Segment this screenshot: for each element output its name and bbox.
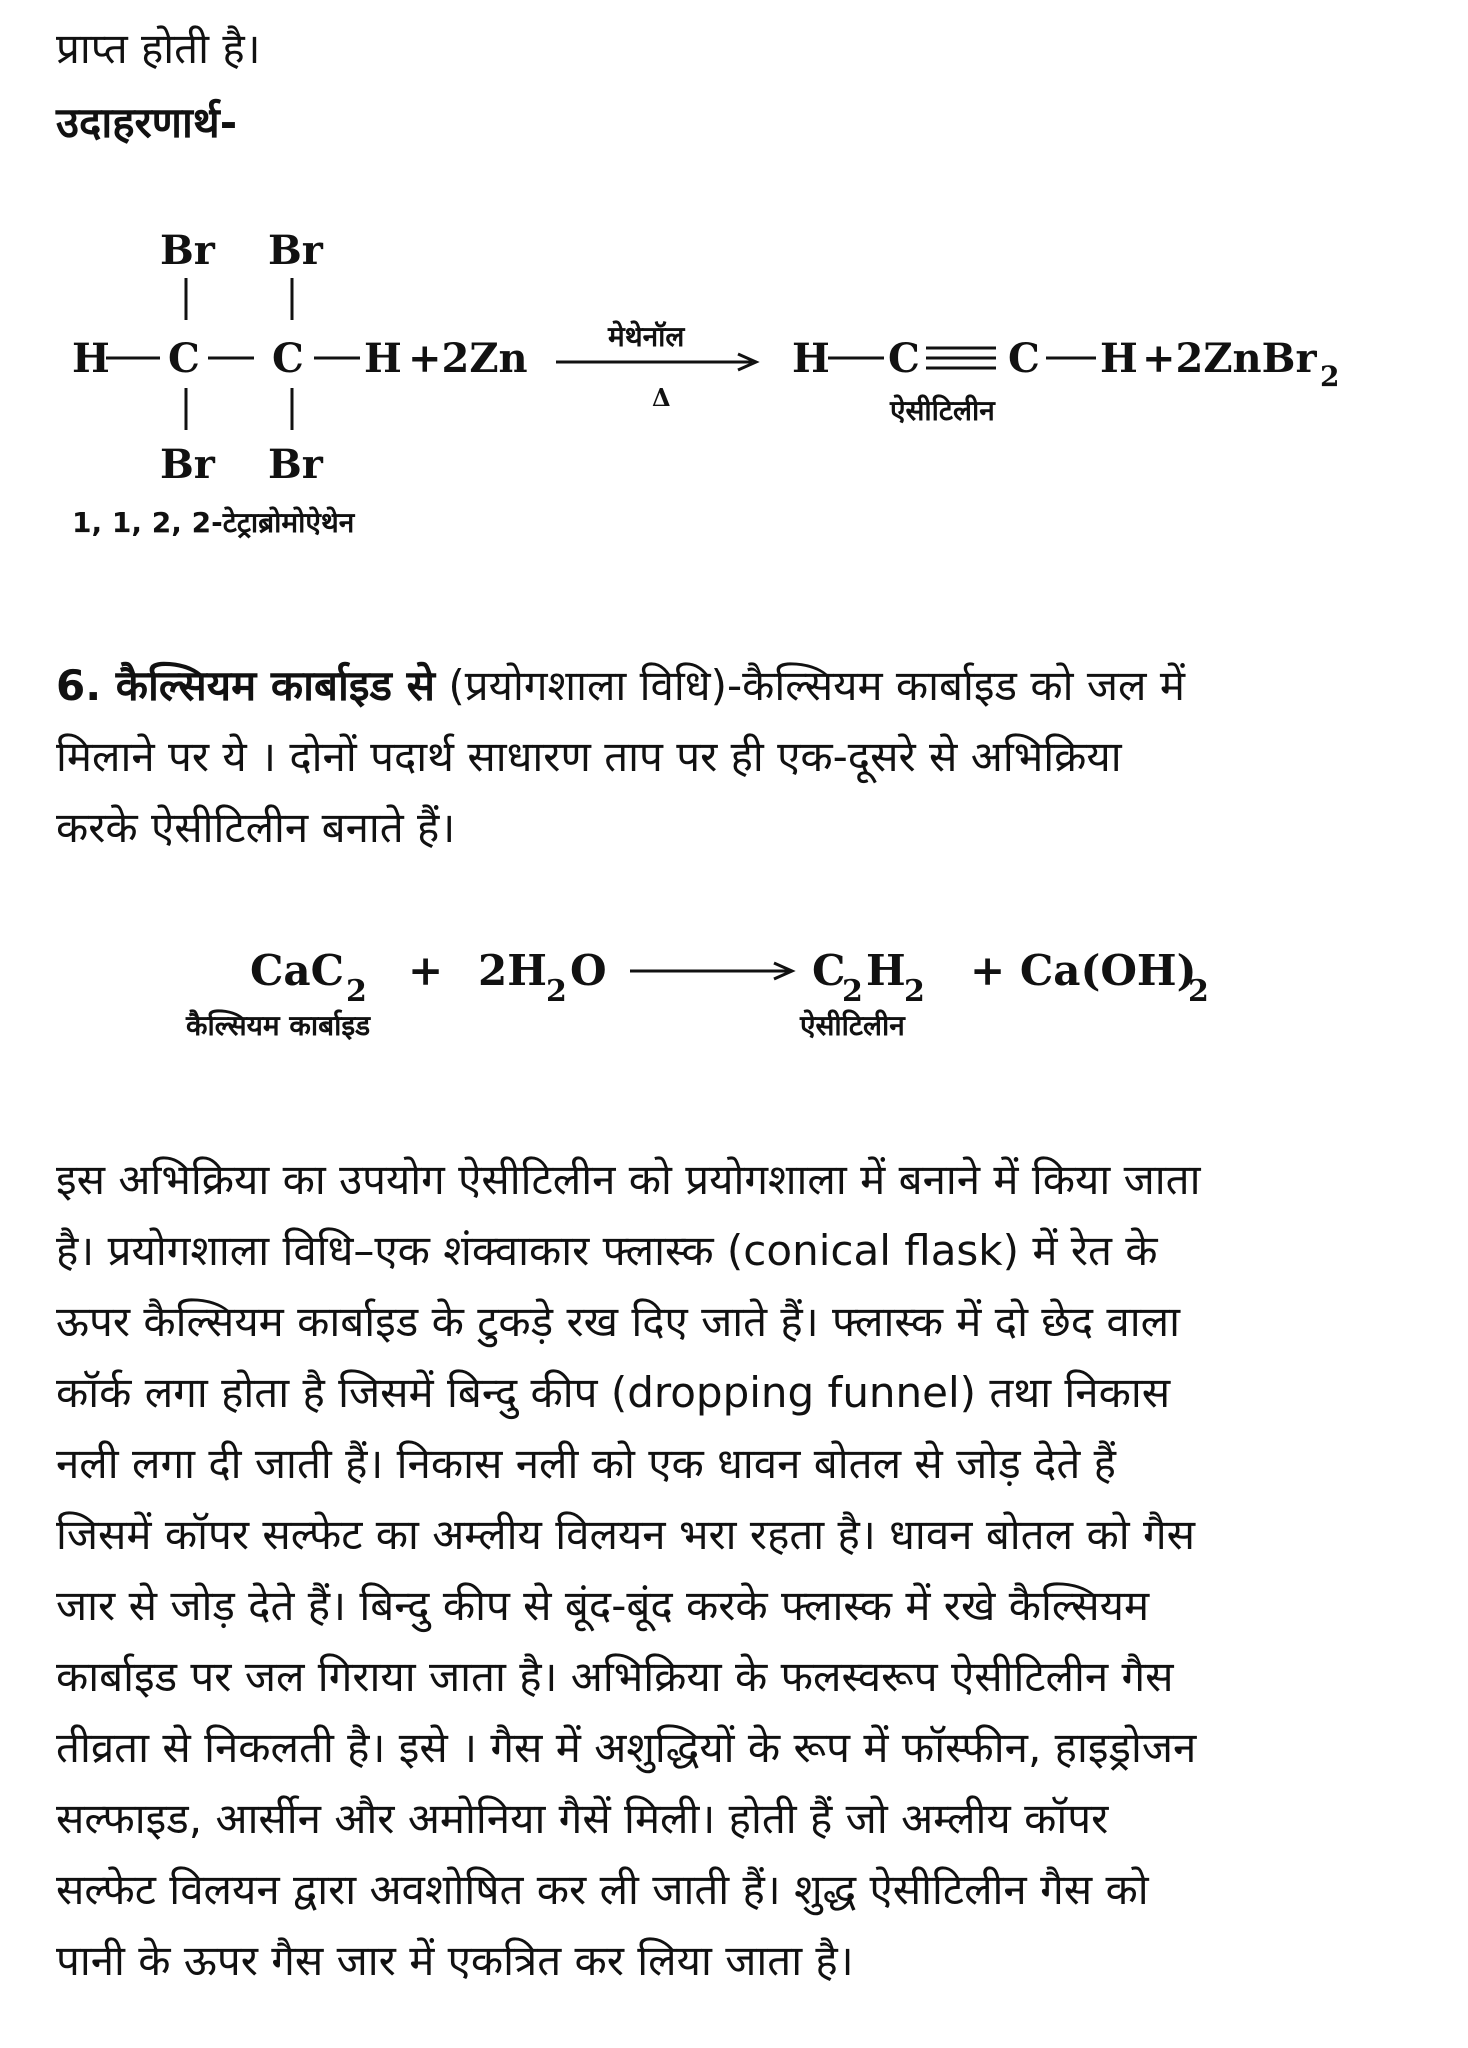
paragraph-line: सल्फाइड, आर्सीन और अमोनिया गैसें मिली। होती हैं जो अम्लीय कॉपर — [56, 1794, 1109, 1843]
r1-c2: C — [272, 335, 304, 382]
r2-reactant2-sub: 2 — [546, 974, 567, 1009]
paragraph-line: इस अभिक्रिया का उपयोग ऐसीटिलीन को प्रयोगशाला में बनाने में किया जाता — [56, 1155, 1201, 1204]
r2-reactant2-b: O — [570, 946, 607, 995]
section6-line-1-rest: (प्रयोगशाला विधि)-कैल्सियम कार्बाइड को जल में — [434, 661, 1185, 710]
paragraph-line: जिसमें कॉपर सल्फेट का अम्लीय विलयन भरा रहता है। धावन बोतल को गैस — [56, 1510, 1195, 1559]
r2-reactant2-a: 2H — [478, 946, 547, 995]
paragraph-line: जार से जोड़ देते हैं। बिन्दु कीप से बूंद-बूंद करके फ्लास्क में रखे कैल्सियम — [56, 1581, 1150, 1630]
section6-line-1 — [56, 650, 1436, 721]
r1-h-left: H — [72, 335, 110, 382]
r1-br-top-2: Br — [268, 227, 323, 274]
paragraph-line: कॉर्क लगा होता है जिसमें बिन्दु कीप (dropping funnel) तथा निकास — [56, 1368, 1171, 1417]
r2-reactant1-name: कैल्सियम कार्बाइड — [186, 1009, 371, 1042]
r2-product1-a: C — [812, 946, 846, 995]
r1-p-h-right: H — [1100, 335, 1138, 382]
r1-br-bottom-1: Br — [160, 441, 215, 488]
r1-c1: C — [168, 335, 200, 382]
reaction1-diagram — [0, 220, 1468, 540]
paragraph-line: सल्फेट विलयन द्वारा अवशोषित कर ली जाती हैं। शुद्ध ऐसीटिलीन गैस को — [56, 1865, 1149, 1914]
paragraph-line: पानी के ऊपर गैस जार में एकत्रित कर लिया जाता है। — [56, 1936, 854, 1985]
r2-product2-sub: 2 — [1188, 974, 1209, 1009]
r1-delta: Δ — [652, 383, 671, 412]
r1-product-tail: +2ZnBr — [1142, 335, 1317, 382]
r1-br-top-1: Br — [160, 227, 215, 274]
paragraph-line: है। प्रयोगशाला विधि–एक शंक्वाकार फ्लास्क (conical flask) में रेत के — [56, 1226, 1158, 1275]
intro-line: प्राप्त होती है। — [56, 24, 261, 73]
r1-subscript-2: 2 — [1320, 360, 1340, 393]
section6-line-2: मिलाने पर ये । दोनों पदार्थ साधारण ताप पर ही एक-दूसरे से अभिक्रिया — [56, 732, 1122, 781]
r2-product1-sub1: 2 — [842, 974, 863, 1009]
paragraph-line: नली लगा दी जाती हैं। निकास नली को एक धावन बोतल से जोड़ देते हैं — [56, 1439, 1116, 1488]
reaction2-diagram — [0, 935, 1468, 1085]
description-paragraph — [56, 1144, 1436, 1996]
r1-catalyst: मेथेनॉल — [608, 320, 685, 353]
r1-product-name: ऐसीटिलीन — [890, 394, 995, 427]
r1-reactant-name: 1, 1, 2, 2-टेट्राब्रोमोऐथेन — [72, 506, 355, 539]
r1-h-right: H — [364, 335, 402, 382]
r1-br-bottom-2: Br — [268, 441, 323, 488]
r1-p-c2: C — [1008, 335, 1040, 382]
r2-reactant1-sub: 2 — [346, 974, 367, 1009]
r1-p-c1: C — [888, 335, 920, 382]
r2-reactant1: CaC — [250, 946, 345, 995]
r2-product1-name: ऐसीटिलीन — [800, 1009, 905, 1042]
r2-plus: + — [408, 946, 444, 995]
r2-product1-b: H — [866, 946, 906, 995]
r2-product1-sub2: 2 — [904, 974, 925, 1009]
r1-plus-zn: +2Zn — [408, 335, 528, 382]
section6-line-3: करके ऐसीटिलीन बनाते हैं। — [56, 803, 456, 852]
section6-block — [56, 650, 1436, 863]
section6-title: 6. कैल्सियम कार्बाइड से — [56, 661, 435, 710]
r2-product2: + Ca(OH) — [970, 946, 1197, 995]
paragraph-line: ऊपर कैल्सियम कार्बाइड के टुकड़े रख दिए जाते हैं। फ्लास्क में दो छेद वाला — [56, 1297, 1180, 1346]
r1-p-h-left: H — [792, 335, 830, 382]
paragraph-line: कार्बाइड पर जल गिराया जाता है। अभिक्रिया के फलस्वरूप ऐसीटिलीन गैस — [56, 1652, 1174, 1701]
example-heading: उदाहरणार्थ- — [56, 98, 238, 147]
paragraph-line: तीव्रता से निकलती है। इसे । गैस में अशुद्धियों के रूप में फॉस्फीन, हाइड्रोजन — [56, 1723, 1197, 1772]
